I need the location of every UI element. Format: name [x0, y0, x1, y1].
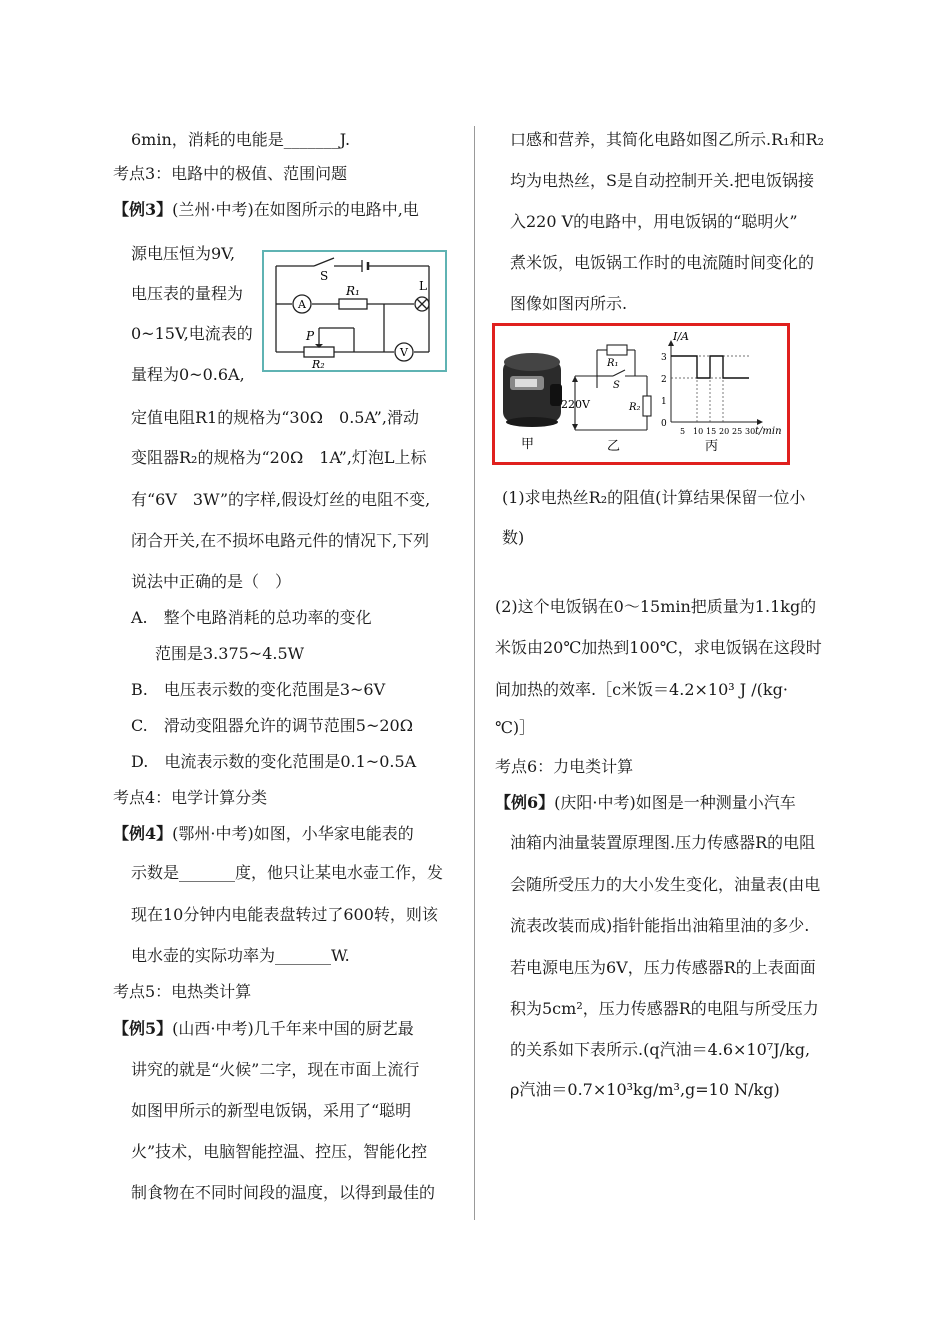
x-tick-label: 20	[719, 427, 730, 436]
option-c: C. 滑动变阻器允许的调节范围5~20Ω	[131, 716, 413, 735]
text-line: 说法中正确的是（ ）	[131, 572, 292, 591]
question-2-cont: 米饭由20℃加热到100℃，求电饭锅在这段时	[495, 638, 822, 657]
text-line: 量程为0~0.6A,	[131, 365, 245, 384]
y-tick-label: 1	[661, 397, 667, 407]
text-line: 电水壶的实际功率为_______W.	[131, 946, 350, 965]
ammeter-label: A	[298, 298, 306, 311]
switch-label: S	[613, 380, 620, 391]
y-axis-label: I/A	[673, 330, 689, 343]
x-tick-label: 30	[745, 427, 756, 436]
section-heading: 考点3：电路中的极值、范围问题	[113, 164, 348, 183]
text-line: 现在10分钟内电能表盘转过了600转，则该	[131, 905, 438, 924]
option-b: B. 电压表示数的变化范围是3~6V	[131, 680, 386, 699]
text-line: 口感和营养，其简化电路如图乙所示.R₁和R₂	[510, 130, 825, 149]
option-a-cont: 范围是3.375~4.5W	[155, 644, 305, 663]
example-5-line	[113, 1019, 414, 1039]
text: (山西·中考)几千年来中国的厨艺最	[172, 1019, 414, 1038]
switch-label: S	[320, 269, 329, 283]
text-line: 讲究的就是“火候”二字，现在市面上流行	[131, 1060, 420, 1079]
x-tick-label: 25	[732, 427, 743, 436]
figure-yi-label: 乙	[607, 439, 621, 454]
text-line: 定值电阻R1的规格为“30Ω 0.5A”,滑动	[131, 408, 419, 427]
section-heading: 考点4：电学计算分类	[113, 788, 268, 807]
text-line: 示数是_______度，他只让某电水壶工作，发	[131, 863, 444, 882]
x-tick-label: 10	[693, 427, 704, 436]
text-line: 源电压恒为9V,	[131, 244, 236, 263]
example-tag: 【例3】	[113, 200, 173, 219]
text-line: 有“6V 3W”的字样,假设灯丝的电阻不变,	[131, 490, 431, 509]
example-3-line	[113, 200, 419, 220]
text: (兰州·中考)在如图所示的电路中,电	[172, 200, 419, 219]
figure-jia-label: 甲	[521, 437, 535, 452]
example-tag: 【例5】	[113, 1019, 173, 1038]
question-1-cont: 数)	[502, 528, 525, 547]
r2-label: R₂	[312, 358, 325, 370]
y-tick-label: 3	[661, 353, 667, 363]
x-tick-label: 15	[706, 427, 717, 436]
y-tick-label: 0	[661, 419, 667, 429]
text-line: 的关系如下表所示.(q汽油＝4.6×10⁷J/kg,	[510, 1040, 811, 1059]
text-line: 均为电热丝，S是自动控制开关.把电饭锅接	[510, 171, 815, 190]
text: (鄂州·中考)如图，小华家电能表的	[172, 824, 414, 843]
example-4-line	[113, 824, 414, 844]
option-a: A. 整个电路消耗的总功率的变化	[131, 608, 372, 627]
question-2-cont: ℃)］	[495, 718, 536, 737]
text-line: 闭合开关,在不损坏电路元件的情况下,下列	[131, 531, 430, 550]
r1-label: R₁	[346, 284, 360, 298]
text-line: 图像如图丙所示.	[510, 294, 628, 313]
current-time-chart	[661, 340, 763, 436]
x-tick-label: 5	[680, 427, 686, 436]
text-line: 电压表的量程为	[131, 284, 244, 303]
column-divider	[474, 126, 475, 1220]
circuit-svg	[264, 252, 445, 370]
text-line: 煮米饭，电饭锅工作时的电流随时间变化的	[510, 253, 815, 272]
question-2: (2)这个电饭锅在0～15min把质量为1.1kg的	[495, 597, 817, 616]
text-line: 入220 V的电路中，用电饭锅的“聪明火”	[510, 212, 798, 231]
figure-bing-label: 丙	[705, 439, 719, 454]
r2-label: R₂	[629, 402, 641, 413]
text-line: 6min，消耗的电能是_______J.	[131, 130, 351, 149]
text: (庆阳·中考)如图是一种测量小汽车	[554, 793, 796, 812]
current-series-line	[671, 356, 749, 378]
example-tag: 【例6】	[495, 793, 555, 812]
x-axis-label: t/min	[755, 426, 782, 437]
text-line: 积为5cm²，压力传感器R的电阻与所受压力	[510, 999, 819, 1018]
text-line: 会随所受压力的大小发生变化，油量表(由电	[510, 875, 821, 894]
text-line: 制食物在不同时间段的温度，以得到最佳的	[131, 1183, 436, 1202]
text-line: 火”技术，电脑智能控温、控压，智能化控	[131, 1142, 428, 1161]
section-heading: 考点5：电热类计算	[113, 982, 252, 1001]
text-line: ρ汽油＝0.7×10³kg/m³,g=10 N/kg)	[510, 1080, 780, 1099]
figure-ex5	[492, 323, 790, 465]
text-line: 若电源电压为6V，压力传感器R的上表面面	[510, 958, 816, 977]
r1-label: R₁	[607, 358, 619, 369]
question-1: (1)求电热丝R₂的阻值(计算结果保留一位小	[502, 488, 806, 507]
slider-label: P	[306, 329, 315, 343]
text-line: 如图甲所示的新型电饭锅，采用了“聪明	[131, 1101, 412, 1120]
text-line: 变阻器R₂的规格为“20Ω 1A”,灯泡L上标	[131, 448, 427, 467]
lamp-label: L	[419, 279, 427, 293]
section-heading: 考点6：力电类计算	[495, 757, 634, 776]
example-tag: 【例4】	[113, 824, 173, 843]
x-axis-arrow	[757, 419, 763, 425]
text-line: 0~15V,电流表的	[131, 324, 253, 343]
voltage-label: 220V	[561, 398, 590, 411]
figure-ex5-svg	[495, 326, 787, 462]
circuit-diagram-ex3	[262, 250, 447, 372]
y-tick-label: 2	[661, 375, 667, 385]
text-line: 油箱内油量装置原理图.压力传感器R的电阻	[510, 833, 816, 852]
text-line: 流表改装而成)指针能指出油箱里油的多少.	[510, 916, 810, 935]
voltmeter-label: V	[400, 346, 408, 359]
option-d: D. 电流表示数的变化范围是0.1~0.5A	[131, 752, 417, 771]
example-6-line	[495, 793, 796, 813]
question-2-cont: 间加热的效率.［c米饭＝4.2×10³ J /(kg·	[495, 680, 788, 699]
rice-cooker-icon	[503, 353, 562, 427]
